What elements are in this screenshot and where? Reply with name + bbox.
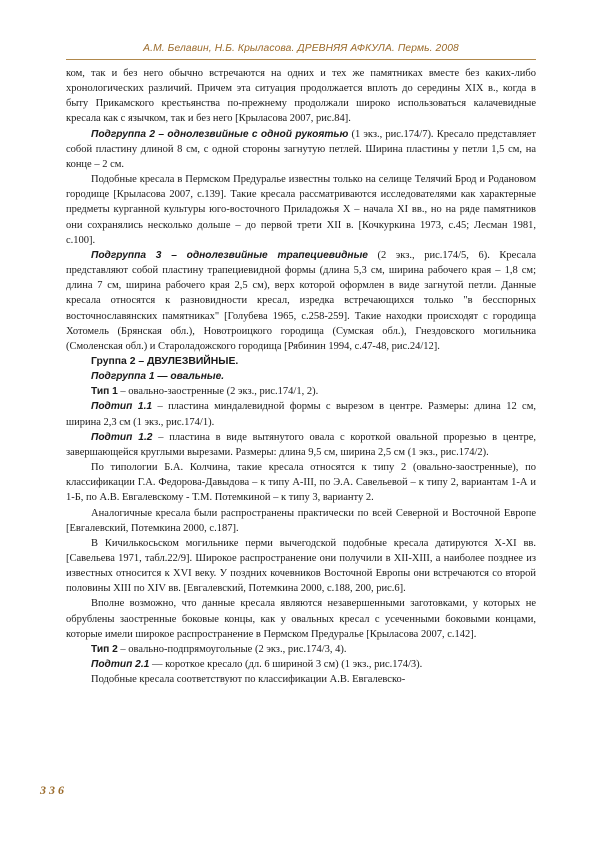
subtype-2-1-heading: Подтип 2.1 [91, 659, 150, 671]
paragraph-subgroup-2 [66, 127, 536, 172]
subtype-2-1-text: — короткое кресало (дл. 6 шириной 3 см) (1 экз., рис.174/3). [149, 659, 423, 671]
paragraph-3 [66, 172, 536, 248]
subtype-1-1-text: – пластина миндалевидной формы с вырезом в центре. Размеры: длина 12 см, ширина 2,3 см (1 экз., рис.174/1). [66, 401, 536, 428]
paragraph-1 [66, 66, 536, 127]
analogues-text: Аналогичные кресала были распространены практически по всей Северной и Восточной Европе [Евгалевский, Потемкина 2000, с.187]. [66, 507, 536, 534]
type-2-heading: Тип 2 [91, 643, 118, 655]
subtype-1-1-paragraph [66, 399, 536, 429]
paragraph-analogues [66, 506, 536, 536]
subtype-1-2-heading: Подтип 1.2 [91, 431, 153, 443]
type-1-heading: Тип 1 [91, 386, 118, 398]
subgroup-3-text: (2 экз., рис.174/5, 6). Кресала представляют собой пластину трапециевидной формы (длина 5,3 см, ширина рабочего края – 1,8 см; длина 7 см, ширина рабочего края 2,5 см), верх которой оформлен в виде загнутой петли. Данные кресала относятся к разновидности кресал, изредка встречающихся только "в бесспорных восточнославянских памятниках" [Голубева 1965, с.258-259]. Такие находки происходят с городища Хотомель (Брянская обл.), Новотроицкого городища (Сумская обл.), Гнездовского могильника (Смоленская обл.) и Староладожского городища [Рябинин 1994, с.47-48, рис.24/12]. [66, 249, 536, 352]
last-line-text: Подобные кресала соответствуют по классификации А.В. Евгалевско- [91, 674, 406, 686]
running-header: А.М. Белавин, Н.Б. Крыласова. ДРЕВНЯЯ АФКУЛА. Пермь. 2008 [143, 43, 459, 54]
subgroup-2-text: (1 экз., рис.174/7). Кресало представляет собой пластину длиной 8 см, с одной стороны загнутую петлей. Ширина пластины у петли 1,5 см, на конце – 2 см. [66, 128, 536, 170]
type-1-line [66, 384, 536, 399]
subgroup-1-heading: Подгруппа 1 — овальные. [91, 371, 225, 383]
subgroup-2-heading: Подгруппа 2 – однолезвийные с одной рукоятью [91, 128, 349, 140]
paragraph-subgroup-3 [66, 248, 536, 354]
dating-text: В Кичилькосьском могильнике перми вычегодской подобные кресала датируются X-XI вв. [Савельева 1971, табл.22/9]. Широкое распространение они получили в XII-XIII, а наиболее позднее из известных относится к XVI веку. У поздних кочевников Восточной Европы они встречаются со второй половины XIII по XIV вв. [Евгалевский, Потемкина 2000, с.188, 200, рис.6]. [66, 537, 536, 595]
subtype-1-2-paragraph [66, 430, 536, 460]
type-1-text: – овально-заостренные (2 экз., рис.174/1, 2). [117, 386, 319, 398]
paragraph-last [66, 672, 536, 687]
type-2-line [66, 642, 536, 657]
subtype-1-1-heading: Подтип 1.1 [91, 401, 153, 413]
paragraph-typology [66, 460, 536, 505]
body-text [66, 66, 536, 687]
paragraph-1-text: ком, так и без него обычно встречаются на одних и тех же памятниках вместе без каких-либо хронологических различий. Причем эта ситуация продолжается вплоть до середины XIX в., когда в быту Прикамского крестьянства по-прежнему продолжали широко использоваться калачевидные кресала как с язычком, так и без него [Крыласова 2007, рис.84]. [66, 68, 536, 125]
subgroup-1-heading-line [66, 369, 536, 384]
subtype-2-1-line [66, 657, 536, 672]
paragraph-3-text: Подобные кресала в Пермском Предуралье известны только на селище Телячий Брод и Родановом городище [Крыласова 2007, с.139]. Такие кресала рассматриваются исследователями как характерные предметы курганной культуры юго-восточного Приладожья X – начала XI вв., но на ряде памятников они сохранялись несколько дольше – до первой трети XII в. [Кочкуркина 1973, с.45; Лесман 1981, с.100]. [66, 174, 536, 246]
typology-text: По типологии Б.А. Колчина, такие кресала относятся к типу 2 (овально-заостренные), по классификации Г.А. Федорова-Давыдова – к типу А-III, по Э.А. Савельевой – к типу 2, вариантам 1-А и 1-Б, по А.В. Евгалевскому - Т.М. Потемкиной – к типу 3, варианту 2. [66, 462, 536, 504]
subtype-1-2-text: – пластина в виде вытянутого овала с короткой овальной прорезью в центре, завершающейся круглыми вырезами. Размеры: длина 9,5 см, ширина 2,5 см (1 экз., рис.174/2). [66, 431, 536, 458]
paragraph-dating [66, 536, 536, 597]
group-2-heading-line [66, 354, 536, 369]
page-number: 336 [40, 783, 67, 797]
header-rule [66, 59, 536, 60]
type-2-text: – овально-подпрямоугольные (2 экз., рис.174/3, 4). [117, 643, 347, 655]
paragraph-blanks [66, 596, 536, 641]
subgroup-3-heading: Подгруппа 3 – однолезвийные трапециевидные [91, 249, 368, 261]
blanks-text: Вполне возможно, что данные кресала являются незавершенными заготовками, у которых не обрублены заостренные боковые концы, как у овальных кресал с усеченными боковыми концами, которые имели широкое распространение в Пермском Предуралье [Крыласова 2007, с.142]. [66, 598, 536, 640]
group-2-heading: Группа 2 – ДВУЛЕЗВИЙНЫЕ. [91, 355, 239, 367]
